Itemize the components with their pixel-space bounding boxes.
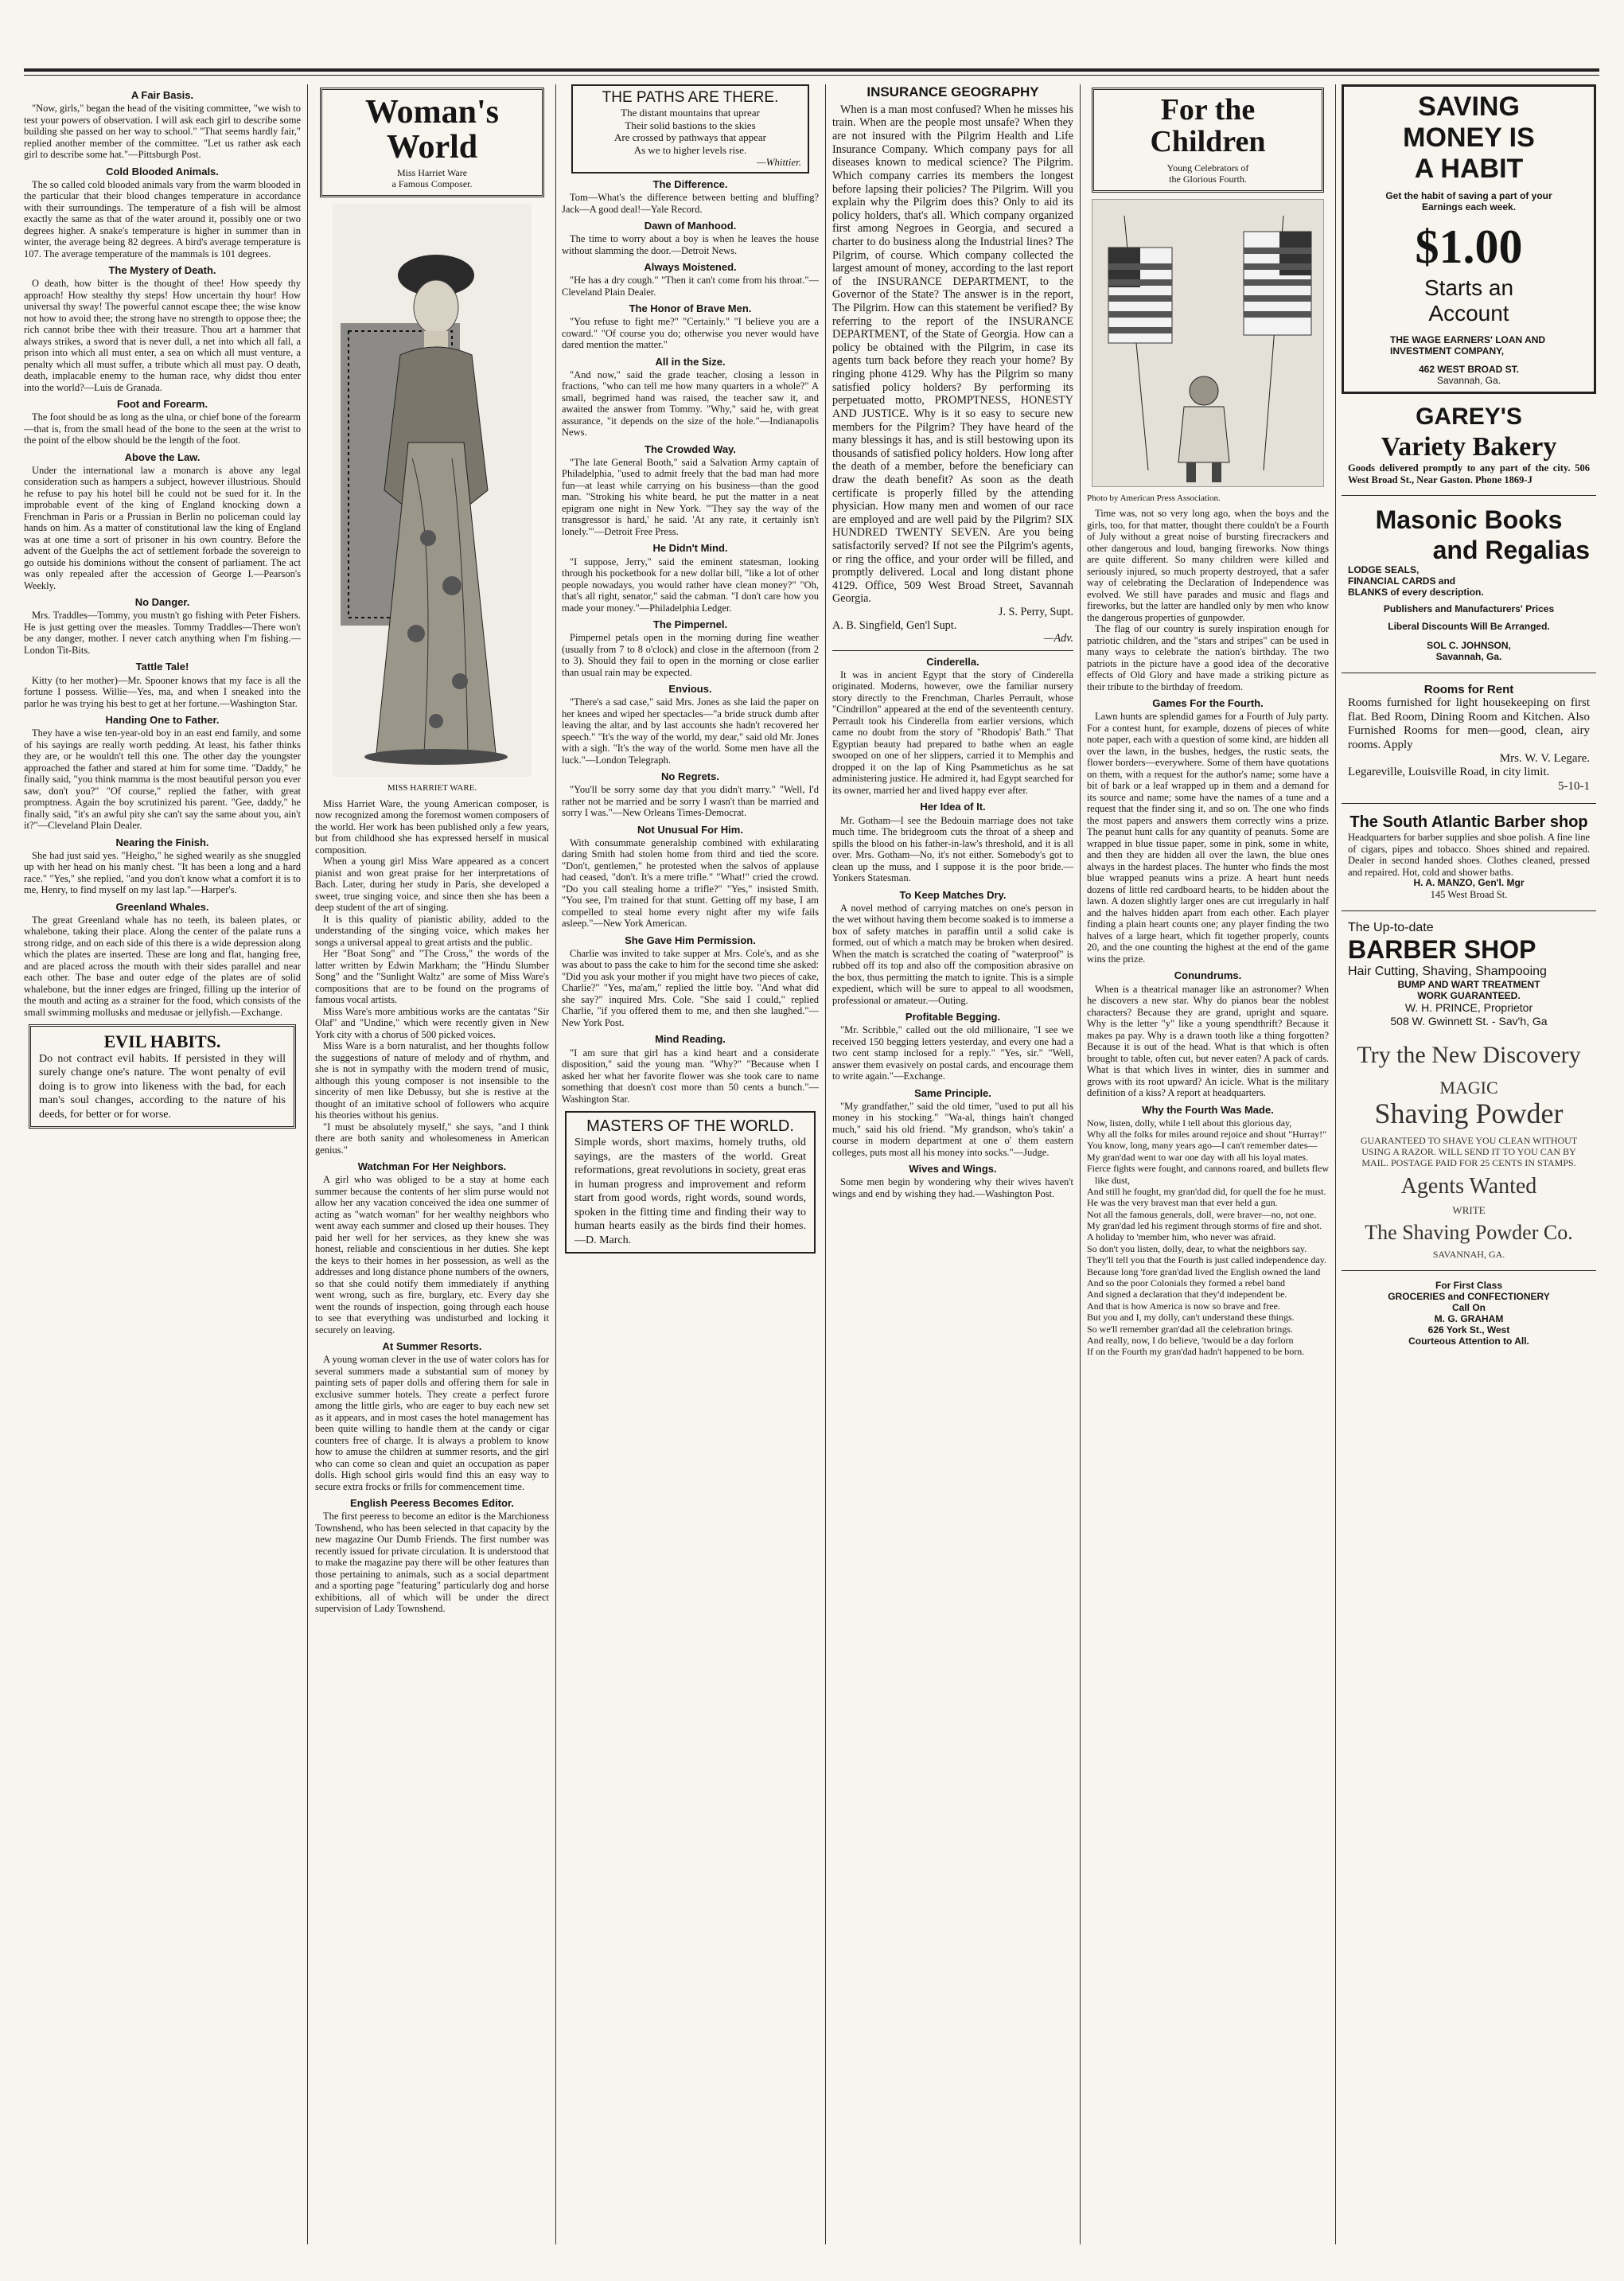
article-body: "You'll be sorry some day that you didn't marry." "Well, I'd rather not be married and be sorry I wasn't than be married and sorry I was."—New Orleans Times-Democrat. (562, 784, 819, 819)
rooms-for-rent-ad (1342, 678, 1596, 798)
article-body: Miss Harriet Ware, the young American composer, is now recognized among the foremost women composers of the world. Her work has been published only a few years, but from childhood she has expressed herself in musical composition. (315, 797, 549, 856)
article-body: Miss Ware is a born naturalist, and her thoughts follow the suggestions of nature of melody and of rhythm, and she is not in sympathy with the modern trend of music, although this young composer is not insensible to the sincerity of men like Debussy, but she is restive at the thought of an imitative school of followers who acquire his theories without his genius. (315, 1040, 549, 1121)
poem-line: You know, long, many years ago—I can't remember dates— (1087, 1140, 1318, 1152)
poem-line: So don't you listen, dolly, dear, to what the neighbors say. (1087, 1242, 1307, 1254)
masters-box (565, 1111, 816, 1254)
section-subtitle: Miss Harriet Ware (396, 167, 468, 179)
ad-text: Get the habit of saving a part of your Earnings each week. (1385, 190, 1552, 213)
article-title: No Danger. (134, 596, 190, 609)
ad-headline: A HABIT (1414, 154, 1524, 185)
poem-line: And signed a declaration that they'd independent be. (1087, 1289, 1287, 1300)
column-rule (307, 84, 308, 2244)
divider (1342, 495, 1596, 496)
article-body: "There's a sad case," said Mrs. Jones as she laid the paper on her knees and wiped her spectacles—"a bride struck dumb after leaving the altar, and by last accounts she hadn't recovered her speech." "It's the way of the world, my dear," said old Mr. Jones with a sigh. "It's the way of the world. Some men have all the luck."—London Telegraph. (562, 696, 819, 766)
article-title: At Summer Resorts. (382, 1340, 482, 1353)
ad-text: BUMP AND WART TREATMENT (1397, 978, 1540, 990)
ad-text: M. G. GRAHAM (1434, 1313, 1504, 1325)
article-body: The great Greenland whale has no teeth, its baleen plates, or whalebone, taking their place. Along the center of the palate runs a strong ridge, and on each side of this there is a wide depression along which the plates are inserted. These are long and flat, hanging free, and are placed across the mouth with their sides parallel and near each other. The base and outer edge of the plates are of solid whalebone, but the inner edges are fringed, filling up the interior of the mouth and acting as a strainer for the food, which consists of the small swimming mollusks and medusae or jellyfish.—Exchange. (24, 914, 301, 1018)
article-title: English Peeress Becomes Editor. (350, 1497, 514, 1510)
evil-habits-box (29, 1024, 296, 1129)
article-title: Profitable Begging. (905, 1011, 1001, 1024)
poem-line: My gran'dad led his regiment through storms of fire and shot. (1087, 1220, 1322, 1232)
article-title: Wives and Wings. (909, 1163, 997, 1176)
poem-line: They'll tell you that the Fourth is just called independence day. (1087, 1254, 1326, 1266)
article-title: Why the Fourth Was Made. (1142, 1103, 1274, 1116)
ad-price: $1.00 (1415, 220, 1523, 274)
ad-headline: Rooms for Rent (1423, 683, 1514, 697)
poem-line: Are crossed by pathways that appear (614, 131, 766, 144)
header-rule (24, 68, 1599, 72)
article-title: Above the Law. (124, 450, 201, 463)
article-body: Mr. Gotham—I see the Bedouin marriage does not take much time. The bridegroom cuts the throat of a sheep and spills the blood on his father-in-law's threshold, and it is all over. Mrs. Gotham—No, it's not either. Somebody's got to clean up the muss, and I suppose it is the poor bride.—Yonkers Statesman. (832, 814, 1073, 884)
ad-text: Call On (1451, 1302, 1486, 1314)
column-d (832, 84, 1073, 2252)
column-c (562, 84, 819, 2252)
article-body: O death, how bitter is the thought of thee! How speedy thy approach! How stealthy thy steps! How uncertain thy hour! How universal thy sway! The powerful cannot escape thee; the wise know not how to avoid thee; the strong have no strength to oppose thee; the rich cannot bribe thee with their treasure. Thou art a hammer that always strikes, a sword that is never dull, a net into which all fall, a prison into which all must enter, a sea on which all must venture, a penalty which all must suffer, a tribute which all must pay. O death, death, implacable enemy to the human race, why didst thou enter into the world?—Luis de Granada. (24, 278, 301, 393)
adv-mark: —Adv. (1043, 632, 1073, 645)
article-body: She had just said yes. "Heigho," he sighed wearily as she snuggled up with her head on his manly chest. "It has been a long and a hard race." "Yes," she replied, "and you don't know what a comfort it is to me, Henry, to find myself on my last lap."—Harper's. (24, 849, 301, 896)
insurance-body: When is a man most confused? When he misses his train. When are the people most unsafe? When they are not insured with the Pilgrim Health and Life Insurance Company. Which company pays for all diseases known to medical science? The Pilgrim. Which company carries its members the longest before lapsing their policies? The Pilgrim. Will you explain why the Pilgrim does this? Only to aid its policy holders, that's all. Which company organized first among Negroes in Georgia, and secured a charter to do business along the Industrial lines? The Pilgrim, of course. Which company collected the largest amount of money, according to the last report of the INSURANCE DEPARTMENT, to the Governor of the State? The answer is in the report, The Pilgrim. How can this statement be verified? By referring to the report of the INSURANCE DEPARTMENT, of the State of Georgia. How can a policy be obtained with the Pilgrim, in case its agents turn back before they reach your home? By ringing phone 4129. Why has the Pilgrim so many satisfied policy holders? By performing its perpetuated motto, PROMPTNESS, HONESTY AND JUSTICE. Why is it so easy to secure new members for the Pilgrim? They have heard of the many blessings it has, and is still bestowing upon its thousands of satisfied policy holders. How long after the death of a member, before the beneficiary can draw the death benefit? As soon as the death certificate is properly filled by the attending physician. How many men and women of our race are employed and are well paid by the Pilgrim? SIX HUNDRED TWENTY SEVEN. Are you being satisfactorily served? If not see the Pilgrim's agents, or ring the office, and your order will be filled, and promptly delivered. Local and long distant phone 4129. Office, 509 West Broad Street, Savannah Georgia. (832, 103, 1073, 606)
article-body: The foot should be as long as the ulna, or chief bone of the forearm—that is, from the small head of the bone to the seen at the wrist to the point of the elbow should be the length of the foot. (24, 411, 301, 446)
shaving-powder-ad (1342, 1037, 1596, 1265)
article-body: "The late General Booth," said a Salvation Army captain of Philadelphia, "used to admit freely that the bad man had more fun—at least while carrying on his business—than the good man. "Stroking his white beard, he put the matter in a neat epigram one night in New York. "'They say the way of the transgressor is hard,' he said. 'At any rate, it certainly isn't lonely.'"—Detroit Free Press. (562, 456, 819, 537)
signature: J. S. Perry, Supt. (998, 606, 1073, 619)
column-rule (1080, 84, 1081, 2244)
article-title: Games For the Fourth. (1152, 697, 1264, 710)
ad-text: 508 W. Gwinnett St. - Sav'h, Ga (1390, 1014, 1548, 1027)
article-title: She Gave Him Permission. (625, 934, 756, 946)
header-rule-thin (24, 75, 1599, 76)
article-title: Her Idea of It. (920, 801, 986, 813)
article-body: It is this quality of pianistic ability, added to the understanding of the singing voice, which makes her songs a universal appeal to great artists and the public. (315, 913, 549, 948)
section-subtitle: a Famous Composer. (391, 178, 473, 190)
article-title: Tattle Tale! (135, 661, 189, 673)
column-e (1087, 84, 1329, 2252)
ad-text: Publishers and Manufacturers' Prices (1383, 603, 1555, 615)
article-title: Foot and Forearm. (116, 398, 208, 411)
poem-line: Because long 'fore gran'dad lived the English owned the land (1087, 1265, 1321, 1277)
ad-headline: Variety Bakery (1381, 432, 1557, 462)
article-body: A young woman clever in the use of water colors has for several summers made a substantial sum of money by painting sets of paper dolls and offering them for sale in exclusive summer hotels. They create a perfect furore among the little girls, who are eager to buy each new set as it appears, and in most cases the hotel management has been quite willing to handle them at the candy or cigar counters free of charge. It is always a problem to know how to amuse the children at summer resorts, and the girl who can come so clean and quiet an occupation as paper dolls. High school girls would find this an easy way to secure extra frocks or frills for commencement time. (315, 1354, 549, 1492)
article-title: Dawn of Manhood. (644, 220, 737, 232)
article-body: With consummate generalship combined with exhilarating daring Smith had stolen home from third and tied the score. "Don't, gentlemen," he protested when the salvos of applause had ceased, "don't. It's a mere trifle." "What!" cried the crowd. "Do you call stealing home a trifle?" "Yes," insisted Smith. "You see, I'm trained for that stunt. Getting off my base, I am compelled to steal home every night after my wife fails asleep."—New York American. (562, 836, 819, 930)
ad-text: GUARANTEED TO SHAVE YOU CLEAN WITHOUT USING A RAZOR. WILL SEND IT TO YOU CAN BY MAIL. POSTAGE PAID FOR 25 CENTS IN STAMPS. (1360, 1135, 1578, 1168)
article-title: The Mystery of Death. (108, 264, 216, 277)
ad-text: Savannah, Ga. (1435, 651, 1502, 663)
ad-headline: The South Atlantic Barber shop (1349, 813, 1588, 832)
ad-text: Starts an (1423, 275, 1514, 300)
poem-line: But you and I, my dolly, can't understand these things. (1087, 1312, 1295, 1324)
ad-headline: and Regalias (1432, 535, 1590, 564)
article-body: Lawn hunts are splendid games for a Fourth of July party. For a contest hunt, for example, dozens of pieces of white note paper, each with a question of some kind, are hidden all over the lawn, in the bushes, hedges, the rustic seats, the flower borders—everywhere. Some of them have quotations on them, with a request for the author's name; some have a bit of bark or a leaf wrapped up in them and a demand for its source and name; some have the names of a tune and a request that the finder sing it, and so on. The one who finds the most papers and answers them correctly wins a prize. The peanut hunt calls for any quantity of peanuts. Some are wrapped in blue tissue paper, some in pink, some in white, and then they are hidden all over the lawn, the blue ones always in the hardest places. The hunter who finds the most blue wrapped peanuts wins a prize. A heart hunt needs dozens of little red cardboard hearts, to be hidden about the lawn. A dozen slightly larger ones are cut irregularly in half and the halves hidden apart from each other. Each player finding a plain heart counts one; any player finding the two halves of a large heart, which fit together properly, counts 20, and the one counting the highest at the end of the game wins the prize. (1087, 711, 1329, 965)
flags-illustration (1092, 200, 1323, 486)
article-body: It was in ancient Egypt that the story of Cinderella originated. Moderns, however, owe the familiar nursery story directly to the Frenchman, Charles Perrault, whose "Cindrillon" appeared at the end of the seventeenth century. Perrault took his Cinderella from earlier versions, which came no doubt from the story of "Rhodopis' Bath." That Egyptian beauty had prepared to bathe when an eagle swooped on one of her slippers, carried it to Memphis and dropped it on the lap of King Psammetichus as he sat administering justice. He admired it, had Egypt searched for its owner, married her and lived happy ever after. (832, 669, 1073, 796)
box-title: MASTERS OF THE WORLD. (586, 1117, 794, 1136)
article-title: All in the Size. (655, 355, 726, 368)
ad-headline: Try the New Discovery (1357, 1041, 1581, 1068)
article-body: Her "Boat Song" and "The Cross," the words of the latter written by Edwin Markham; the "Hindu Slumber Song" and the "Sunlight Waltz" are some of Miss Ware's compositions that are to be found on the programs of famous vocal artists. (315, 948, 549, 1006)
poem-author: —Whittier. (757, 156, 801, 169)
article-title: He Didn't Mind. (652, 542, 728, 555)
ad-text: For First Class (1435, 1280, 1503, 1292)
ad-text: LODGE SEALS, (1348, 563, 1420, 575)
ad-text: SOL C. JOHNSON, (1427, 640, 1511, 652)
article-body: Under the international law a monarch is above any legal consideration such as hampers a subject, however illustrious. Should he refuse to pay his hotel bill he could not be sued for it. In the improbable event of the king of England knocking down a Frenchman in Paris or a Prussian in Berlin no policeman could lay hands on him. As a matter of constitutional law the king of England was at one time a sort of prisoner in his own country. Before the advent of the Guelphs the act of settlement forbade the sovereign to go outside his dominions without the consent of parliament. The act was only repealed after the accession of George I.—Pearson's Weekly. (24, 464, 301, 591)
article-title: The Pimpernel. (652, 618, 728, 631)
article-title: Conundrums. (1174, 969, 1242, 982)
poem-line: And that is how America is now so brave and free. (1087, 1300, 1280, 1312)
ad-text: Legareville, Louisville Road, in city limit. (1348, 766, 1550, 779)
ad-text: SAVANNAH, GA. (1432, 1249, 1505, 1261)
section-subtitle: Young Celebrators of (1166, 162, 1249, 174)
ad-headline: BARBER SHOP (1348, 935, 1536, 965)
article-body: "Now, girls," began the head of the visiting committee, "we wish to test your powers of observation. I will ask each girl to describe some building she passed on her way to school." "That seems hardly fair," replied another member of the committee. "Let us rather ask each girl to describe some hat."—Pittsburgh Post. (24, 103, 301, 161)
portrait-illustration (333, 204, 532, 777)
signature: A. B. Singfield, Gen'l Supt. (832, 618, 957, 632)
article-title: Cinderella. (926, 655, 979, 668)
article-title: A Fair Basis. (130, 89, 194, 101)
article-body: The time to worry about a boy is when he leaves the house without slamming the door.—Detroit News. (562, 233, 819, 256)
ad-headline: GROCERIES and CONFECTIONERY (1388, 1291, 1550, 1303)
ad-text: Account (1428, 301, 1509, 326)
poem-title: THE PATHS ARE THERE. (602, 89, 779, 106)
ad-text: WORK GUARANTEED. (1417, 989, 1521, 1001)
barber-shop-ad (1342, 809, 1596, 906)
ad-text: 145 West Broad St. (1430, 889, 1508, 901)
article-body: Some men begin by wondering why their wives haven't wings and end by wishing they had.—Washington Post. (832, 1176, 1073, 1199)
article-title: Handing One to Father. (105, 714, 220, 727)
ad-headline: The Shaving Powder Co. (1365, 1221, 1573, 1245)
insurance-headline: INSURANCE GEOGRAPHY (867, 84, 1039, 99)
flags-photo (1092, 199, 1324, 487)
ad-text: H. A. MANZO, Gen'l. Mgr (1413, 877, 1525, 889)
ad-text: Mrs. W. V. Legare. (1499, 752, 1590, 765)
divider (1342, 1270, 1596, 1271)
ad-headline: SAVING (1418, 92, 1520, 122)
article-body: "Mr. Scribble," called out the old millionaire, "I see we received 150 begging letters yesterday, and every one had a two cent stamp inclosed for a reply." "Yes, sir." "Well, answer them evasively on postal cards, and encourage them to write again."—Exchange. (832, 1024, 1073, 1082)
article-title: Envious. (668, 683, 712, 696)
for-the-children-box (1092, 88, 1324, 193)
article-body: Kitty (to her mother)—Mr. Spooner knows that my face is all the fortune I possess. Willie—Yes, ma, and when I sneaked into the parlor he was trying his best to get at her fortune.—Washington Star. (24, 674, 301, 709)
poem (1087, 1117, 1329, 1358)
poem-line: If on the Fourth my gran'dad hadn't happened to be born. (1087, 1346, 1305, 1358)
photo-credit: Photo by American Press Association. (1087, 493, 1221, 503)
article-title: No Regrets. (661, 770, 719, 783)
poem-line: A holiday to 'member him, who never was afraid. (1087, 1231, 1276, 1243)
ad-text: FINANCIAL CARDS and (1348, 575, 1456, 587)
box-title: EVIL HABITS. (103, 1031, 221, 1052)
article-body: Mrs. Traddles—Tommy, you mustn't go fishing with Peter Fishers. He is just getting over the measles. Tommy Traddles—There won't be any danger, mother. I never catch anything when I'm fishing.—London Tit-Bits. (24, 610, 301, 656)
womans-world-box (320, 88, 544, 197)
article-body: Time was, not so very long ago, when the boys and the girls, too, for that matter, thought there couldn't be a Fourth of July without a great noise of bursting firecrackers and other dangerous and loud, banging fireworks. Now things are quite different. So many children were killed and seriously injured, so much property destroyed, that a safer way of celebrating the Declaration of Independence was evolved. We still have parades and music and flags and fireworks, but the latter are handled only by men who know the dangerous properties of gunpowder. (1087, 508, 1329, 623)
up-to-date-barber-ad (1342, 916, 1596, 1032)
ad-text: 626 York St., West (1427, 1324, 1510, 1335)
poem-line: My gran'dad went to war one day with all his loyal mates. (1087, 1151, 1309, 1163)
article-body: "I suppose, Jerry," said the eminent statesman, looking through his pocketbook for a new dollar bill, "like a lot of other people nowadays, you would rather have clean money?" "Oh, that's all right, senator," said the cabman. "I don't care how you made your money."—Philadelphia Ledger. (562, 556, 819, 614)
article-body: "He has a dry cough." "Then it can't come from his throat."—Cleveland Plain Dealer. (562, 275, 819, 298)
article-body: They have a wise ten-year-old boy in an east end family, and some of his sayings are really worth pedding. At least, his father thinks they are, or he wouldn't tell this one. The other day the youngster approached the father and stared at him for some time. "Daddy," he finally said, "you think mamma is the most beautiful person you ever saw, don't you?" "Of course," replied the father, with great promptness. Again the boy scrutinized his parent. "Gee, daddy," he finally said, "it's an awful pity she can't say the same about you, ain't it?"—Cleveland Plain Dealer. (24, 727, 301, 832)
portrait-photo (333, 204, 532, 777)
divider (1342, 803, 1596, 804)
poem-line: Now, listen, dolly, while I tell about this glorious day, (1087, 1117, 1292, 1129)
masonic-books-ad (1342, 501, 1596, 668)
ad-text: W. H. PRINCE, Proprietor (1404, 1001, 1533, 1015)
column-a (24, 84, 301, 2252)
poem-line: He was the very bravest man that ever held a gun. (1087, 1197, 1278, 1209)
divider (832, 650, 1073, 651)
article-title: The Honor of Brave Men. (629, 302, 752, 315)
poem-line: Why all the folks for miles around rejoice and shout "Hurray!" (1087, 1128, 1327, 1140)
article-body: A girl who was obliged to be a stay at home each summer because the contents of her slim purse would not allow her any vacation conceived the idea one summer of acting as "watch woman" for her wealthy neighbors who went away each summer and closed up their houses. They paid her well for her services, as they knew she was honest, reliable and conscientious in her duties. She kept the keys to their homes in her possession, as well as the addresses and long distance phone numbers of the owners, so that she could notify them immediately if anything went wrong, such as fire, burglary, etc. Every day she went the rounds of inspection, going through each house to see that everything was undisturbed and locking it securely on leaving. (315, 1174, 549, 1335)
article-body: Tom—What's the difference between betting and bluffing? Jack—A good deal!—Yale Record. (562, 192, 819, 215)
photo-caption: MISS HARRIET WARE. (387, 783, 477, 793)
poem-line: So we'll remember gran'dad all the celebration brings. (1087, 1323, 1293, 1335)
poem-line: And really, now, I do believe, 'twould be a day forlorn (1087, 1335, 1294, 1346)
article-body: When a young girl Miss Ware appeared as a concert pianist and won great praise for her interpretations of Bach. Later, during her study in Paris, she developed a sweet, true singing voice, and since then she has been a deep student of the art of singing. (315, 856, 549, 914)
poem-line: And so the poor Colonials they formed a rebel band (1087, 1277, 1285, 1289)
ad-headline: Masonic Books (1375, 505, 1563, 535)
paths-poem-box (571, 84, 809, 174)
article-title: Always Moistened. (644, 261, 737, 274)
ad-text: Headquarters for barber supplies and shoe polish. A fine line of cigars, pipes and tobacco. Shoes shined and repaired. Dealer in second handed shoes. Clothes cleaned, pressed and repaired. Hot, cold and shower baths. (1348, 832, 1590, 878)
garey-bakery-ad (1342, 399, 1596, 490)
article-body: The first peeress to become an editor is the Marchioness Townshend, who has been selected in that capacity by the new magazine Our Dumb Friends. The first number was recently issued for private circulation. It is understood that to make the magazine pay there will be other features than those pertaining to animals, such as a social department and a sporting page "featuring" particularly dog and horse exhibitions, all of which will be under the direct supervision of Lady Townshend. (315, 1511, 549, 1615)
article-title: To Keep Matches Dry. (899, 888, 1007, 901)
article-title: Nearing the Finish. (115, 836, 209, 848)
article-body: A novel method of carrying matches on one's person in the wet without having them become soaked is to immerse a box of safety matches in paraffin until a solid cake is formed, out of which a match may be broken when desired. When the match is scratched the coating of "waterproof" is rubbed off its top and also off the composition abrasive on the box, thus permitting the match to ignite. This is a simple expedient, which will be sure to appeal to all woodsmen, professional or amateur.—Outing. (832, 902, 1073, 1006)
article-title: Cold Blooded Animals. (106, 165, 219, 177)
ad-text: Hair Cutting, Shaving, Shampooing (1348, 965, 1547, 979)
column-rule (1335, 84, 1336, 2244)
article-body: "And now," said the grade teacher, closing a lesson in fractions, "who can tell me how many quarters in a whole?" A small, begrimed hand was raised, the teacher saw it, and awaited the answer from Tommy. "Why," said he, with great assurance, "it depends on the size of the hole."—Indianapolis News. (562, 368, 819, 439)
ad-text: Courteous Attention to All. (1408, 1335, 1529, 1347)
article-body: When is a theatrical manager like an astronomer? When he discovers a new star. Why do pianos bear the noblest characters? Because they are grand, upright and square. Why is the letter "y" like a young spendthrift? Because it makes pa pay. Why is a drawn tooth like a thing forgotten? Because it is out of the head. What is that which is often brought to table, often cut, but never eaten? A pack of cards. What is that which lives in winter, dies in summer and grows with its root upward? An icicle. What is the military definition of a kiss? A report at headquarters. (1087, 983, 1329, 1098)
ad-text: MAGIC (1439, 1077, 1498, 1098)
column-b (315, 84, 549, 2252)
article-body: The flag of our country is surely inspiration enough for patriotic children, and the "stars and stripes" can be used in many ways to celebrate the nation's birthday. The two patriots in the picture have a good idea of the decorative effects of Old Glory and have made a striking picture as their tribute to the birthday of freedom. (1087, 623, 1329, 692)
section-title: Woman's World (364, 94, 500, 166)
article-body: "I am sure that girl has a kind heart and a considerate disposition," said the young man. "Why?" "Because when I asked her what her favorite flower was she took care to name something that doesn't cost more than 50 cents a bunch."—Washington Star. (562, 1047, 819, 1105)
column-rule (555, 84, 556, 2244)
section-subtitle: the Glorious Fourth. (1169, 173, 1247, 185)
ad-headline: Agents Wanted (1400, 1173, 1537, 1199)
poem-line: And still he fought, my gran'dad did, for quell the foe he must. (1087, 1185, 1326, 1197)
ad-text: BLANKS of every description. (1348, 586, 1484, 598)
groceries-ad (1342, 1276, 1596, 1351)
ad-text: Goods delivered promptly to any part of the city. 506 West Broad St., Near Gaston. Phone 1869-J (1348, 462, 1590, 485)
article-title: Not Unusual For Him. (637, 823, 743, 836)
poem-line: The distant mountains that uprear (621, 107, 760, 119)
ad-city: Savannah, Ga. (1436, 375, 1501, 387)
section-title: For the Children (1150, 93, 1266, 158)
ad-text: Rooms furnished for light housekeeping on first flat. Bed Room, Dining Room and Kitchen. Also Furnished Rooms for men—good, clean, airy rooms. Apply (1348, 696, 1590, 751)
poem-line: Fierce fights were fought, and cannons roared, and bullets flew like dust, (1087, 1163, 1329, 1186)
article-body: Pimpernel petals open in the morning during fine weather (usually from 7 to 8 o'clock) and close in the afternoon (from 2 to 3). Should they fail to open in the morning or close earlier than usual rain may be expected. (562, 632, 819, 678)
ad-company: THE WAGE EARNERS' LOAN AND INVESTMENT COMPANY, (1390, 333, 1546, 357)
saving-money-ad (1342, 84, 1596, 394)
article-body: The so called cold blooded animals vary from the warm blooded in the particular that their blood changes temperature in accordance with their surroundings. The temperature of a fish will be almost exactly the same as that of the water around it, possibly one or two degrees higher. A snake's temperature is higher in summer than in winter, the average being 82 degrees. A bird's average temperature is 107. The average temperature of the mammals is 101 degrees. (24, 178, 301, 259)
article-title: The Crowded Way. (645, 443, 736, 455)
ad-text: The Up-to-date (1348, 920, 1434, 934)
article-title: Mind Reading. (655, 1033, 726, 1046)
article-title: Greenland Whales. (115, 900, 209, 913)
ad-address: 462 WEST BROAD ST. (1418, 364, 1520, 376)
newspaper-page (24, 32, 1599, 2252)
article-body: Charlie was invited to take supper at Mrs. Cole's, and as she was about to pass the cake to him for the second time she asked: "Did you ask your mother if you might have two pieces of cake, Charlie?" "Yes, ma'am," replied the little boy. "And what did she say?" inquired Mrs. Cole. "She said I could," replied Charlie, "if you offered them to me, and then she laughed."—New York Post. (562, 947, 819, 1028)
article-body: "My grandfather," said the old timer, "used to put all his money in his stocking." "Wa-al, things hain't changed much," said his old friend. "My grandson, who's takin' a course in modern department at one o' them eastern colleges, puts most all his money into socks."—Judge. (832, 1100, 1073, 1158)
ad-text: WRITE (1452, 1204, 1486, 1217)
box-body: Do not contract evil habits. If persisted in they will surely change one's nature. The wont penalty of evil doing is to grow into likeness with the bad, for each man's soul changes, according to the nature of his deeds, for better or for worse. (39, 1052, 286, 1121)
article-title: The Difference. (652, 178, 728, 190)
box-body: Simple words, short maxims, homely truths, old sayings, are the masters of the world. Great reformations, great revolutions in society, great eras in human progress and improvement and reform start from good words, right words, sound words, spoken in the fitting time and finding their way to human hearts easily as the birds find their homes.—D. March. (574, 1137, 806, 1246)
poem-line: Their solid bastions to the skies (625, 119, 756, 131)
ad-headline: GAREY'S (1416, 404, 1522, 431)
ad-headline: MONEY IS (1403, 123, 1535, 154)
ad-text: Liberal Discounts Will Be Arranged. (1388, 621, 1550, 633)
article-body: "I must be absolutely myself," she says, "and I think there are both sanity and wholesomeness in American genius." (315, 1121, 549, 1156)
article-body: Miss Ware's more ambitious works are the cantatas "Sir Olaf" and "Undine," which were recently given in New York city with a chorus of 500 picked voices. (315, 1005, 549, 1040)
poem-line: Not all the famous generals, doll, were braver—no, not one. (1087, 1208, 1317, 1220)
ad-text: 5-10-1 (1558, 779, 1590, 793)
article-body: "You refuse to fight me?" "Certainly." "I believe you are a coward." "Of course you do; otherwise you never would have dared mention the matter." (562, 316, 819, 351)
column-rule (825, 84, 826, 2244)
poem-line: As we to higher levels rise. (633, 143, 747, 156)
ad-headline: Shaving Powder (1374, 1098, 1564, 1130)
column-f-ads (1342, 84, 1596, 2252)
article-title: Watchman For Her Neighbors. (357, 1160, 507, 1173)
article-title: Same Principle. (914, 1086, 991, 1099)
divider (1342, 910, 1596, 911)
